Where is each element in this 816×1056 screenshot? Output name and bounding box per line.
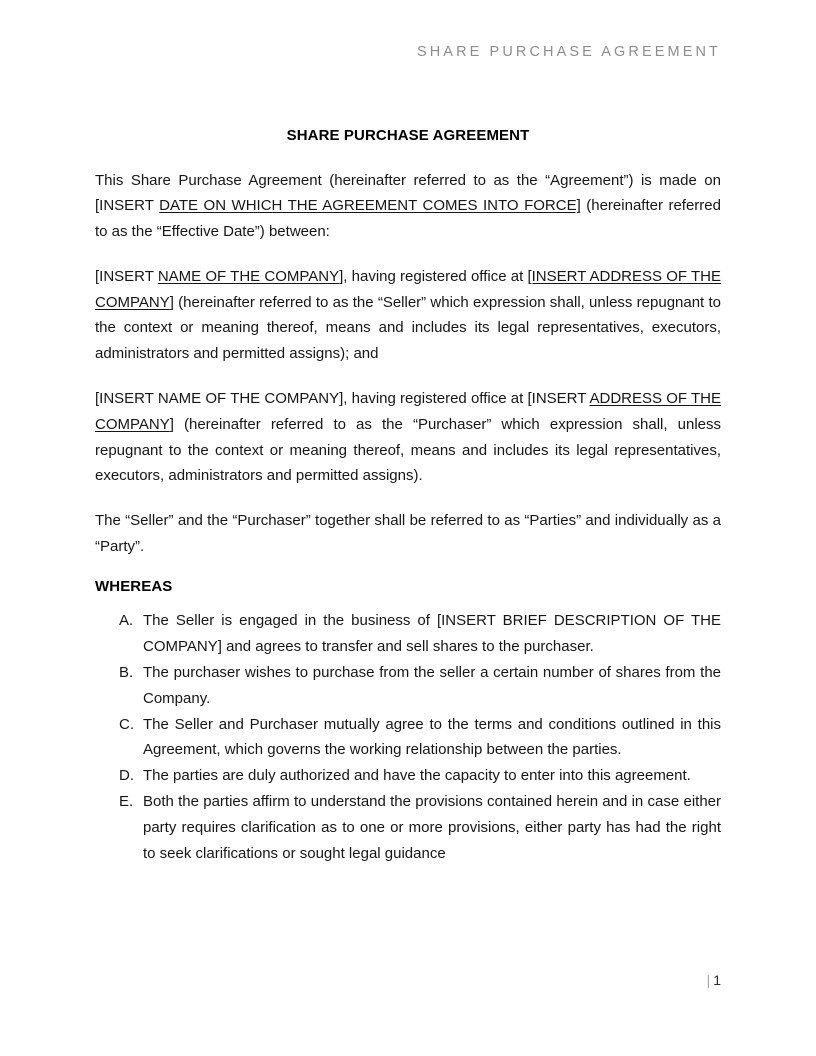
running-header: SHARE PURCHASE AGREEMENT xyxy=(416,44,721,60)
paragraph-agreement-date xyxy=(95,168,721,245)
paragraph-3-segment-2: ] (hereinafter referred to as the “Purchaser” which expression shall, unless repugnant to the context or meaning thereof, means and includes its legal representatives, executors, administrators and permitted assigns). xyxy=(95,415,721,485)
paragraph-3-underlined-company-address: ADDRESS OF THE COMPANY xyxy=(95,390,721,433)
list-item-text: The parties are duly authorized and have the capacity to enter into this agreement. xyxy=(143,767,691,785)
paragraph-2-underlined-company-name: NAME OF THE COMPANY xyxy=(157,267,340,285)
whereas-heading: WHEREAS xyxy=(95,577,173,595)
list-item-text: The Seller is engaged in the business of [INSERT BRIEF DESCRIPTION OF THE COMPANY] and agrees to transfer and sell shares to the purchaser. xyxy=(143,612,721,656)
list-item-marker: E. xyxy=(119,792,134,810)
list-item-marker: B. xyxy=(119,663,134,681)
paragraph-2-segment-3: ] (hereinafter referred to as the “Seller” which expression shall, unless repugnant to the context or meaning thereof, means and includes its legal representatives, executors, administrators and permitted assigns); and xyxy=(95,293,721,363)
paragraph-purchaser-party xyxy=(95,386,721,489)
paragraph-1-segment-1: This Share Purchase Agreement (hereinafter referred to as the “Agreement”) is made on [INSERT xyxy=(95,171,721,215)
list-item xyxy=(95,712,721,764)
list-item-text: Both the parties affirm to understand the provisions contained herein and in case either party requires clarification as to one or more provisions, either party has had the right to seek clarifications or sought legal guidance xyxy=(143,792,721,862)
paragraph-2-segment-2: ], having registered office at xyxy=(339,267,528,285)
list-item xyxy=(95,763,721,789)
footer-page-number: 1 xyxy=(713,972,721,988)
list-item-marker: D. xyxy=(119,767,134,785)
paragraph-1-underlined-date-placeholder: DATE ON WHICH THE AGREEMENT COMES INTO FORCE] xyxy=(159,197,581,215)
paragraph-3-segment-1: [INSERT NAME OF THE COMPANY], having registered office at [INSERT xyxy=(95,390,590,408)
paragraph-seller-party xyxy=(95,264,721,367)
recitals-list xyxy=(95,608,721,866)
paragraph-2-segment-1: [INSERT xyxy=(95,267,158,285)
list-item-text: The Seller and Purchaser mutually agree to the terms and conditions outlined in this Agreement, which governs the working relationship between the parties. xyxy=(143,715,721,759)
paragraph-parties-definition: The “Seller” and the “Purchaser” together shall be referred to as “Parties” and individually as a “Party”. xyxy=(95,512,721,556)
list-item-text: The purchaser wishes to purchase from the seller a certain number of shares from the Company. xyxy=(143,663,721,707)
list-item-marker: A. xyxy=(119,612,134,630)
paragraph-1-segment-2: (hereinafter referred to as the “Effective Date”) between: xyxy=(95,197,721,241)
document-body xyxy=(95,126,721,866)
footer-separator: | xyxy=(706,972,711,988)
paragraph-2-underlined-company-address: [INSERT ADDRESS OF THE COMPANY xyxy=(95,267,721,311)
list-item xyxy=(95,660,721,712)
page-title: SHARE PURCHASE AGREEMENT xyxy=(286,127,530,144)
page-footer xyxy=(95,972,721,988)
list-item xyxy=(95,608,721,660)
list-item xyxy=(95,789,721,866)
list-item-marker: C. xyxy=(119,715,134,733)
